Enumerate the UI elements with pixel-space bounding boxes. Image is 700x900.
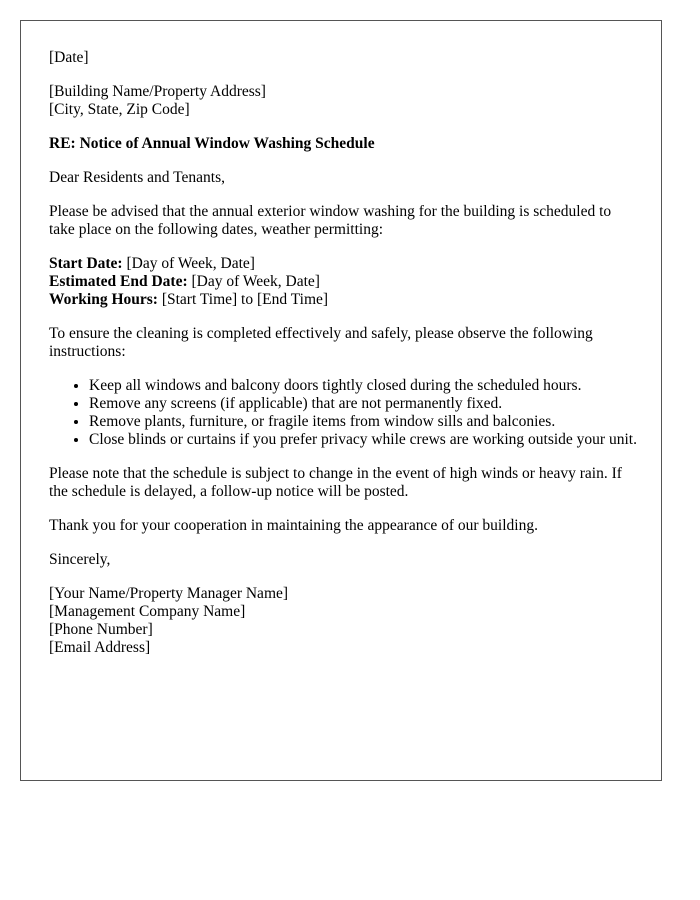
address-line-2: [City, State, Zip Code] — [49, 101, 190, 118]
working-hours-label: Working Hours: — [49, 291, 158, 308]
signature-name: [Your Name/Property Manager Name] — [49, 585, 289, 602]
subject-line — [49, 135, 639, 153]
letter-page — [20, 20, 662, 781]
start-date-label: Start Date: — [49, 255, 123, 272]
end-date-value: [Day of Week, Date] — [187, 273, 320, 290]
address-line-1: [Building Name/Property Address] — [49, 83, 266, 100]
instructions-list — [49, 377, 639, 449]
working-hours-row — [49, 291, 639, 309]
subject-text: RE: Notice of Annual Window Washing Schedule — [49, 135, 375, 152]
intro-paragraph: Please be advised that the annual exterior window washing for the building is scheduled to take place on the following dates, weather permitting: — [49, 203, 612, 238]
list-item: • Close blinds or curtains if you prefer privacy while crews are working outside your unit. — [89, 431, 639, 449]
salutation: Dear Residents and Tenants, — [49, 169, 225, 186]
list-item: • Remove plants, furniture, or fragile items from window sills and balconies. — [89, 413, 639, 431]
working-hours-value: [Start Time] to [End Time] — [157, 291, 329, 308]
closing: Sincerely, — [49, 551, 111, 568]
end-date-row — [49, 273, 639, 291]
signature-block — [49, 585, 639, 657]
signature-phone: [Phone Number] — [49, 621, 153, 638]
list-item: • Remove any screens (if applicable) that are not permanently fixed. — [89, 395, 639, 413]
instructions-intro: To ensure the cleaning is completed effectively and safely, please observe the following instructions: — [49, 325, 593, 360]
start-date-value: [Day of Week, Date] — [122, 255, 255, 272]
thank-you-paragraph: Thank you for your cooperation in maintaining the appearance of our building. — [49, 517, 538, 534]
signature-email: [Email Address] — [49, 639, 151, 656]
start-date-row — [49, 255, 639, 273]
schedule-details — [49, 255, 639, 309]
letter-date: [Date] — [49, 49, 89, 66]
recipient-address — [49, 83, 639, 119]
end-date-label: Estimated End Date: — [49, 273, 188, 290]
list-item: • Keep all windows and balcony doors tightly closed during the scheduled hours. — [89, 377, 639, 395]
signature-company: [Management Company Name] — [49, 603, 246, 620]
schedule-change-note: Please note that the schedule is subject to change in the event of high winds or heavy rain. If the schedule is delayed, a follow-up notice will be posted. — [49, 465, 622, 500]
letter-body — [49, 49, 639, 673]
